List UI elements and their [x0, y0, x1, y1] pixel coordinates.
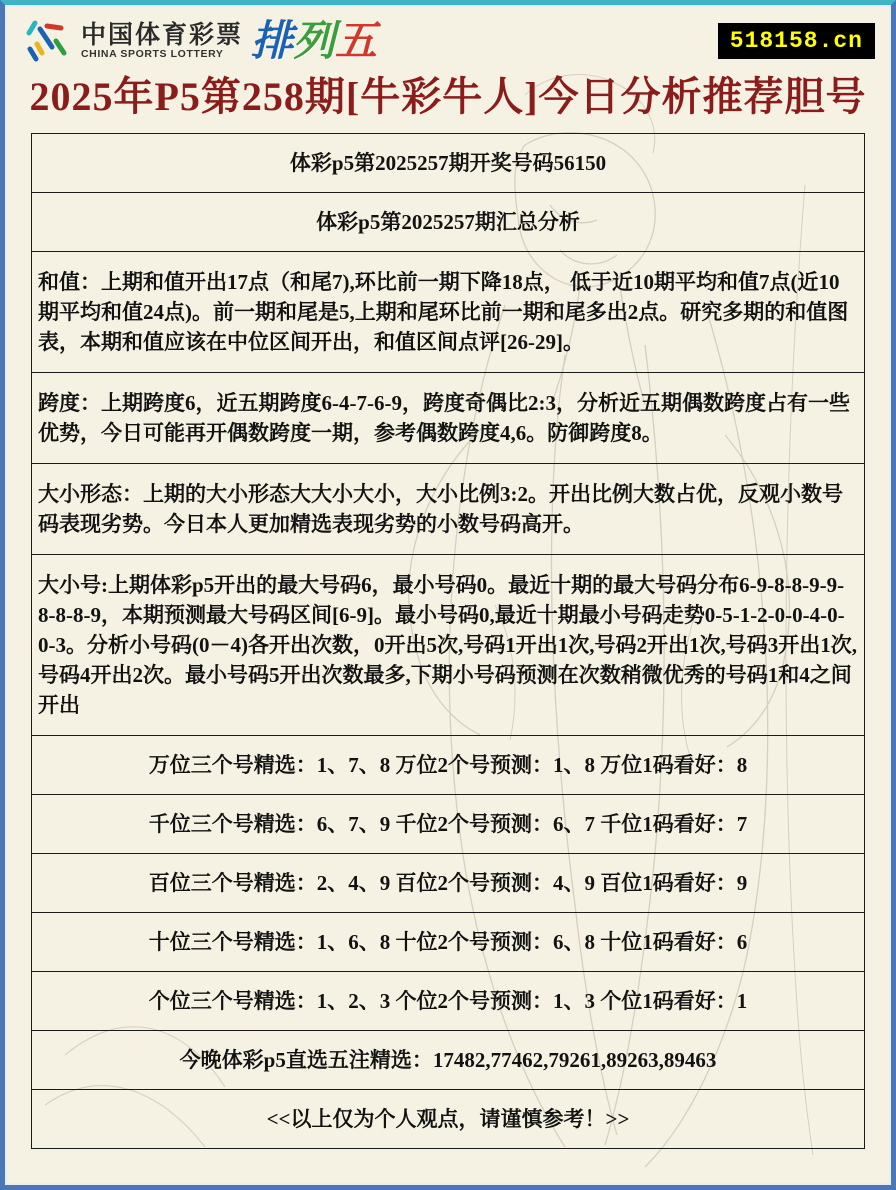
logo-en-name: CHINA SPORTS LOTTERY — [81, 47, 224, 60]
row-draw-result: 体彩p5第2025257期开奖号码56150 — [32, 134, 864, 193]
china-sports-lottery-logo — [25, 17, 377, 65]
row-span-analysis: 跨度：上期跨度6，近五期跨度6-4-7-6-9，跨度奇偶比2:3，分析近五期偶数跨度占有一些优势，今日可能再开偶数跨度一期，参考偶数跨度4,6。防御跨度8。 — [32, 373, 864, 464]
logo-cn-name: 中国体育彩票 — [81, 21, 244, 50]
row-shi-picks: 十位三个号精选：1、6、8 十位2个号预测：6、8 十位1码看好：6 — [32, 913, 864, 972]
row-size-pattern: 大小形态：上期的大小形态大大小大小，大小比例3:2。开出比例大数占优，反观小数号码表现劣势。今日本人更加精选表现劣势的小数号码高开。 — [32, 464, 864, 555]
row-bai-picks: 百位三个号精选：2、4、9 百位2个号预测：4、9 百位1码看好：9 — [32, 854, 864, 913]
game-char-lie: 列 — [293, 17, 336, 64]
row-direct-picks: 今晚体彩p5直选五注精选：17482,77462,79261,89263,89463 — [32, 1031, 864, 1090]
row-disclaimer: <<以上仅为个人观点，请谨慎参考！>> — [266, 1107, 630, 1131]
row-summary-heading: 体彩p5第2025257期汇总分析 — [32, 193, 864, 252]
row-sum-analysis: 和值：上期和值开出17点（和尾7),环比前一期下降18点， 低于近10期平均和值7点(近10期平均和值24点)。前一期和尾是5,上期和尾环比前一期和尾多出2点。研究多期的和值图表，本期和值应该在中位区间开出，和值区间点评[26-29]。 — [32, 252, 864, 373]
header — [5, 5, 891, 65]
row-minmax-analysis: 大小号:上期体彩p5开出的最大号码6，最小号码0。最近十期的最大号码分布6-9-8-8-9-9-8-8-8-9，本期预测最大号码区间[6-9]。最小号码0,最近十期最小号码走势0-5-1-2-0-0-4-0-0-3。分析小号码(0－4)各开出次数，0开出5次,号码1开出1次,号码2开出1次,号码3开出1次,号码4开出2次。最小号码5开出次数最多,下期小号码预测在次数稍微优秀的号码1和4之间开出 — [32, 555, 864, 736]
row-ge-picks: 个位三个号精选：1、2、3 个位2个号预测：1、3 个位1码看好：1 — [32, 972, 864, 1031]
game-name-pailiewu — [251, 17, 377, 65]
game-char-wu: 五 — [335, 17, 378, 64]
site-url-badge: 518158.cn — [718, 23, 875, 59]
analysis-table — [31, 133, 865, 1149]
game-char-pai: 排 — [251, 17, 294, 64]
row-qian-picks: 千位三个号精选：6、7、9 千位2个号预测：6、7 千位1码看好：7 — [32, 795, 864, 854]
lottery-logo-icon — [25, 17, 73, 65]
page-title: 2025年P5第258期[牛彩牛人]今日分析推荐胆号 — [29, 74, 867, 119]
logo-text — [81, 22, 243, 59]
row-wan-picks: 万位三个号精选：1、7、8 万位2个号预测：1、8 万位1码看好：8 — [32, 736, 864, 795]
